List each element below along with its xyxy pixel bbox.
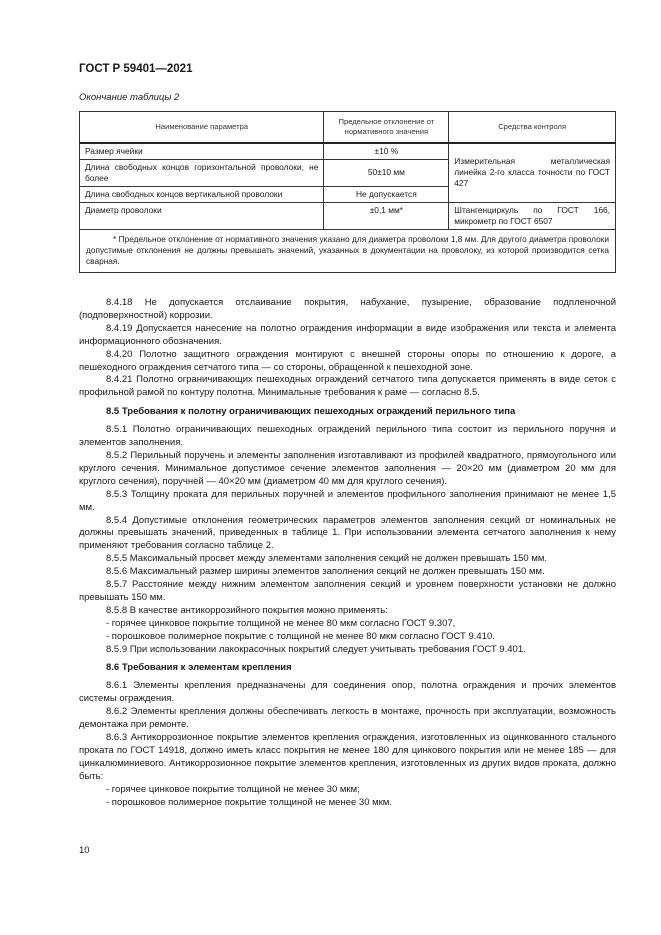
- paragraph: 8.5.1 Полотно ограничивающих пешеходных ограждений перильного типа состоит из перильного поручня и элементов заполнения.: [79, 424, 616, 449]
- paragraph: 8.5.9 При использовании лакокрасочных покрытий следует учитывать требования ГОСТ 9.401.: [106, 643, 526, 655]
- column-header-parameter: Наименование параметра: [80, 112, 324, 144]
- paragraph: 8.4.19 Допускается нанесение на полотно ограждения информации в виде изображения или текста и элемента информационного обозначения.: [79, 322, 616, 347]
- list-item: - горячее цинковое покрытие толщиной не менее 30 мкм;: [106, 783, 360, 795]
- column-header-control: Средства контроля: [449, 112, 616, 144]
- document-code: ГОСТ Р 59401—2021: [79, 63, 193, 75]
- list-item: - порошковое полимерное покрытие толщиной не менее 30 мкм.: [106, 796, 392, 808]
- parameter-deviation: Не допускается: [324, 186, 449, 202]
- table-row: [80, 202, 616, 229]
- paragraph: 8.5.5 Максимальный просвет между элементами заполнения секций не должен превышать 150 мм.: [106, 553, 548, 565]
- paragraph: 8.6.3 Антикоррозионное покрытие элементов крепления ограждения, изготовленных из оцинкованного стального проката по ГОСТ 14918, должно иметь класс покрытия не менее 180 для цинкового покрытия или не менее 185 — для цинкалюминиевого. Антикоррозионное покрытие элементов крепления, изготовленных из других видов проката, должно быть:: [79, 732, 616, 782]
- paragraph: 8.5.6 Максимальный размер ширины элементов заполнения секций не должен превышать 150 мм.: [106, 566, 545, 578]
- parameter-name: Размер ячейки: [80, 143, 324, 159]
- paragraph: 8.5.3 Толщину проката для перильных поручней и элементов профильного заполнения принимают не менее 1,5 мм.: [79, 488, 616, 513]
- parameter-name: Диаметр проволоки: [80, 202, 324, 229]
- parameters-table: [79, 111, 616, 273]
- section-heading: 8.5 Требования к полотну ограничивающих пешеходных ограждений перильного типа: [106, 406, 516, 418]
- parameter-deviation: ±10 %: [324, 143, 449, 159]
- table-row: [80, 143, 616, 159]
- parameter-deviation: ±0,1 мм*: [324, 202, 449, 229]
- footnote-text: * Предельное отклонение от нормативного значения указано для диаметра проволоки 1,8 мм. Для другого диаметра проволоки допустимые отклонения не должны превышать значений, указанных в документации на проволоку, из которой производится сетка сварная.: [86, 233, 609, 267]
- paragraph: 8.5.4 Допустимые отклонения геометрических параметров элементов заполнения секций от номинальных не должны превышать значений, приведенных в таблице 1. При использовании элемента сетчатого заполнения к нему применяют требования согласно таблице 2.: [79, 514, 616, 552]
- parameter-name: Длина свободных концов горизонтальной проволоки, не более: [80, 159, 324, 186]
- paragraph: 8.4.20 Полотно защитного ограждения монтируют с внешней стороны опоры по отношению к дороге, а пешеходного ограждения сетчатого типа — со стороны, обращенной к пешеходной зоне.: [79, 348, 616, 373]
- paragraph: 8.6.1 Элементы крепления предназначены для соединения опор, полотна ограждения и прочих элементов системы ограждения.: [79, 680, 616, 705]
- list-item: - горячее цинковое покрытие толщиной не менее 80 мкм согласно ГОСТ 9.307,: [106, 617, 456, 629]
- paragraph: 8.5.2 Перильный поручень и элементы заполнения изготавливают из профилей квадратного, прямоугольного или круглого сечения. Минимальное допустимое сечение элементов заполнения — 20×20 мм (диаметром 20 мм для круглого сечения), поручней — 40×20 мм (диаметром 40 мм для круглого сечения).: [79, 449, 616, 487]
- column-header-deviation: Предельное отклонение от нормативного значения: [324, 112, 449, 144]
- table-header-row: [80, 112, 616, 144]
- control-instrument: Штангенциркуль по ГОСТ 166, микрометр по ГОСТ 6507: [449, 202, 616, 229]
- section-heading: 8.6 Требования к элементам крепления: [106, 662, 292, 674]
- body-text: [79, 297, 616, 809]
- page-number: 10: [79, 845, 90, 856]
- table-footnote: [80, 229, 616, 272]
- list-item: - порошковое полимерное покрытие с толщиной не менее 80 мкм согласно ГОСТ 9.410.: [106, 630, 495, 642]
- table-footnote-row: [80, 229, 616, 272]
- paragraph: 8.4.18 Не допускается отслаивание покрытия, набухание, пузырение, образование подпленочной (подповерхностной) коррозии.: [79, 297, 616, 321]
- paragraph: 8.6.2 Элементы крепления должны обеспечивать легкость в монтаже, прочность при эксплуатации, возможность демонтажа при ремонте.: [79, 706, 616, 731]
- parameter-name: Длина свободных концов вертикальной проволоки: [80, 186, 324, 202]
- control-instrument: Измерительная металлическая линейка 2-го класса точности по ГОСТ 427: [449, 143, 616, 202]
- paragraph: 8.4.21 Полотно ограничивающих пешеходных ограждений сетчатого типа допускается применять в виде сеток с профильной рамой по контуру полотна. Минимальные требования к раме — согласно 8.5.: [79, 374, 616, 399]
- paragraph: 8.5.7 Расстояние между нижним элементом заполнения секций и уровнем поверхности установки не должно превышать 150 мм.: [79, 579, 616, 603]
- table-caption: Окончание таблицы 2: [79, 92, 180, 103]
- parameter-deviation: 50±10 мм: [324, 159, 449, 186]
- paragraph: 8.5.8 В качестве антикоррозийного покрытия можно применять:: [106, 604, 388, 616]
